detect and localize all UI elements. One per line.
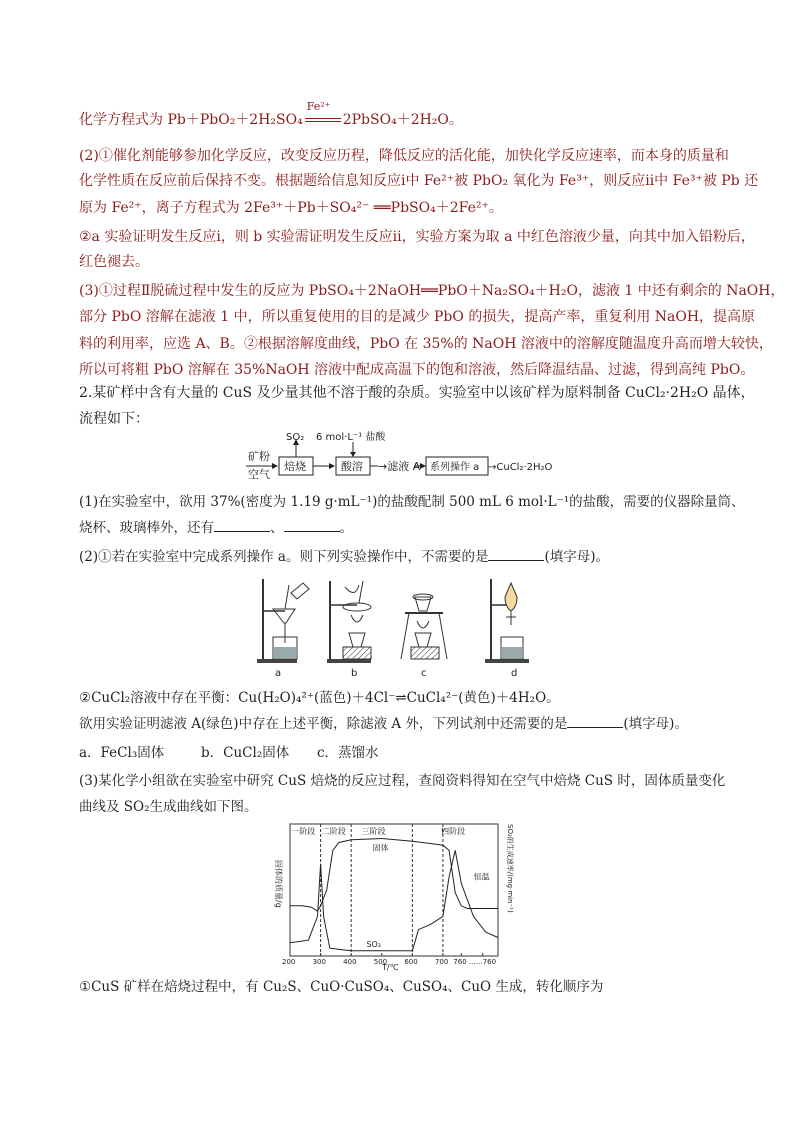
flow-filtrate-a: →滤液 A [378, 460, 421, 473]
q2-options-line [79, 743, 379, 763]
question-2-intro-2: 流程如下： [79, 411, 149, 427]
apparatus-label-b: b [351, 668, 358, 679]
apparatus-c-crucible [401, 594, 447, 659]
flow-reagent-hcl: 6 mol·L⁻¹ 盐酸 [316, 432, 386, 443]
q2-part1-line-2 [79, 518, 353, 538]
answer-blank-1[interactable] [214, 531, 270, 532]
stage-label-4: 四阶段 [441, 827, 466, 836]
answer-2-line-4: ②a 实验证明发生反应ⅰ，则 b 实验需证明发生反应ⅱ，实验方案为取 a 中红色溶液少量，向其中加入铅粉后， [79, 229, 755, 245]
flow-product: →CuCl₂·2H₂O [488, 462, 553, 473]
q2-equilibrium-line: ②CuCl₂溶液中存在平衡：Cu(H₂O)₄²⁺(蓝色)＋4Cl⁻⇌CuCl₄²⁻(黄色)＋4H₂O。 [79, 690, 560, 706]
option-b: b．CuCl₂固体 [201, 745, 290, 761]
q2-reagent-end: (填字母)。 [623, 716, 688, 732]
answer-blank-4[interactable] [567, 727, 623, 728]
q2-part2-end: (填字母)。 [544, 549, 610, 565]
apparatus-d-separatory-funnel [485, 579, 529, 663]
stage-label-1: 一阶段 [291, 827, 316, 836]
process-flow-diagram [246, 430, 556, 486]
answer-blank-2[interactable] [284, 531, 340, 532]
flow-gas-so2: SO₂ [286, 432, 305, 443]
answer-2-line-1: (2)①催化剂能够参加化学反应，改变反应历程，降低反应的活化能，加快化学反应速率，而本身的质量和 [79, 148, 729, 164]
x-axis-label: T/℃ [382, 963, 399, 972]
catalyst-label: Fe²⁺ [306, 100, 331, 113]
x-tick-label-2: 400 [343, 958, 357, 966]
apparatus-label-d: d [511, 668, 518, 679]
q2-part1-sep: 、 [270, 520, 284, 536]
answer-3-line-1: (3)①过程Ⅱ脱硫过程中发生的反应为 PbSO₄＋2NaOH══PbO＋Na₂SO₄＋H₂O，滤液 1 中还有剩余的 NaOH， [79, 283, 785, 299]
equation-line [79, 100, 463, 130]
q2-part1-end: 。 [339, 520, 353, 536]
q2-part3-line-2: 曲线及 SO₂生成曲线如下图。 [79, 799, 258, 815]
x-tick-label-3: 500 [373, 958, 388, 966]
x-tick-label-7: ……760 [468, 958, 497, 966]
answer-3-line-2: 部分 PbO 溶解在滤液 1 中，所以重复使用的目的是减少 PbO 的损失，提高产率，重复利用 NaOH，提高原 [79, 309, 756, 325]
question-2-intro-1: 2.某矿样中含有大量的 CuS 及少量其他不溶于酸的杂质。实验室中以该矿样为原料制备 CuCl₂·2H₂O 晶体， [79, 385, 755, 401]
flow-step-roasting-label: 焙烧 [284, 460, 306, 473]
answer-2-line-2: 化学性质在反应前后保持不变。根据题给信息知反应ⅰ中 Fe²⁺被 PbO₂ 氧化为 Fe³⁺，则反应ⅱ中 Fe³⁺被 Pb 还 [79, 173, 759, 189]
annotation-solid: 固体 [372, 843, 389, 853]
flow-input-air: 空气 [248, 468, 270, 481]
x-tick-label-1: 300 [312, 958, 326, 966]
q2-part2-text: (2)①若在实验室中完成系列操作 a。则下列实验操作中，不需要的是 [79, 549, 489, 565]
answer-2-line-5: 红色褪去。 [79, 254, 149, 270]
x-tick-label-5: 700 [434, 958, 449, 966]
annotation-constant-temp: 恒温 [473, 872, 490, 882]
flow-input-ore: 矿粉 [248, 450, 270, 463]
q2-part3-line-1: (3)某化学小组欲在实验室中研究 CuS 焙烧的反应过程，查阅资料得知在空气中焙烧 CuS 时，固体质量变化 [79, 773, 726, 789]
q2-part2-line-1 [79, 547, 609, 567]
stage-label-3: 三阶段 [361, 827, 386, 836]
y-axis-label-left: 固体的质量/g [274, 860, 283, 908]
q2-part3-line-3: ①CuS 矿样在焙烧过程中，有 Cu₂S、CuO·CuSO₄、CuSO₄、CuO 生成，转化顺序为 [79, 979, 604, 995]
q2-reagent-line [79, 714, 688, 734]
annotation-so2: SO₂ [366, 939, 382, 949]
apparatus-b-evaporation [327, 581, 371, 663]
chart-frame [290, 824, 498, 956]
x-tick-label-0: 200 [282, 958, 296, 966]
flow-step-acid-label: 酸溶 [341, 460, 363, 473]
q2-part1-line-1: (1)在实验室中，欲用 37%(密度为 1.19 g·mL⁻¹)的盐酸配制 500 mL 6 mol·L⁻¹的盐酸，需要的仪器除量筒、 [79, 494, 745, 510]
x-tick-label-4: 600 [404, 958, 418, 966]
apparatus-figure [255, 575, 535, 680]
answer-3-line-3: 料的利用率，应选 A、B。②根据溶解度曲线，PbO 在 35%的 NaOH 溶液中的溶解度随温度升高而增大较快， [79, 336, 773, 352]
x-tick-label-6: 760 [453, 958, 467, 966]
q2-reagent-text: 欲用实验证明滤液 A(绿色)中存在上述平衡，除滤液 A 外，下列试剂中还需要的是 [79, 716, 568, 732]
y-axis-label-right: SO₂的生成速率/(mg·min⁻¹) [506, 824, 514, 913]
option-a: a．FeCl₃固体 [79, 745, 165, 761]
stage-label-2: 二阶段 [321, 827, 346, 836]
answer-blank-3[interactable] [488, 560, 544, 561]
flow-step-series-label: 系列操作 a [430, 462, 480, 473]
option-c: c．蒸馏水 [317, 745, 379, 761]
equation-arrow [303, 100, 343, 130]
q2-part1-text-a: 烧杯、玻璃棒外，还有 [79, 520, 214, 536]
apparatus-label-c: c [421, 668, 427, 679]
apparatus-a-filtration [257, 579, 309, 663]
series-line-1 [290, 850, 498, 950]
answer-2-line-3: 原为 Fe²⁺，离子方程式为 2Fe³⁺＋Pb＋SO₄²⁻ ══PbSO₄＋2Fe²⁺。 [79, 200, 503, 216]
roasting-curve-chart [268, 820, 520, 972]
equation-suffix: 2PbSO₄＋2H₂O。 [342, 112, 463, 128]
answer-3-line-4: 所以可将粗 PbO 溶解在 35%NaOH 溶液中配成高温下的饱和溶液，然后降温结晶、过滤，得到高纯 PbO。 [79, 362, 755, 378]
equation-prefix: 化学方程式为 Pb＋PbO₂＋2H₂SO₄ [79, 112, 303, 128]
apparatus-label-a: a [275, 668, 282, 679]
